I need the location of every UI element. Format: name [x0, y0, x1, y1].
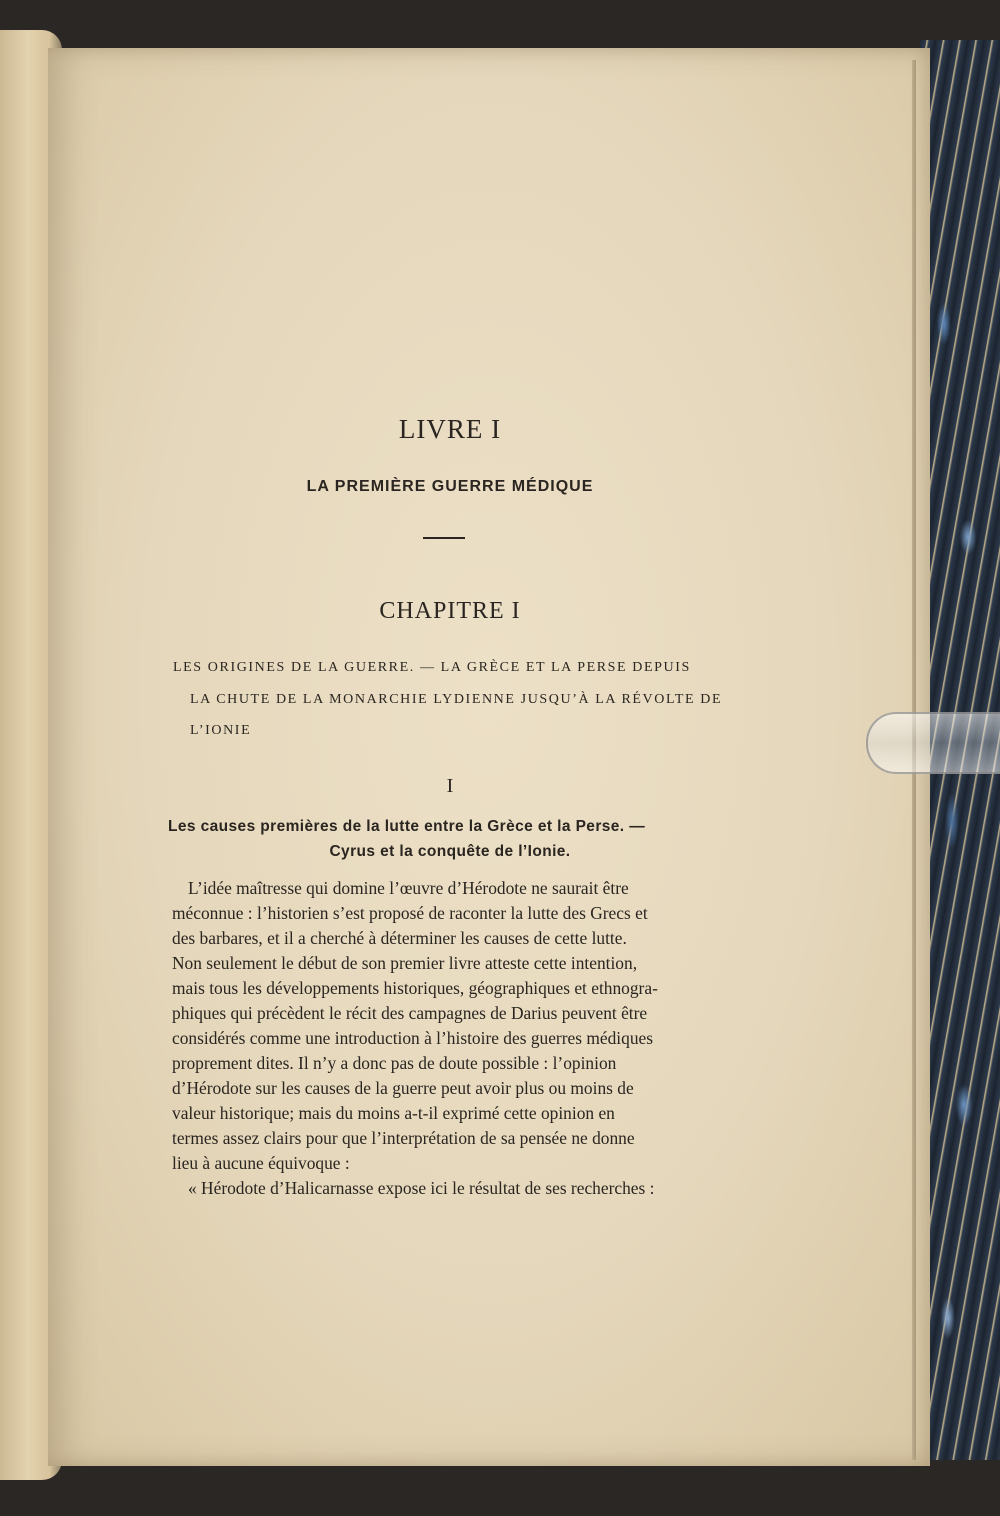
- section-number: I: [446, 775, 454, 797]
- chapter-subtitle-line-3: L’IONIE: [190, 723, 252, 738]
- title-rule: [423, 537, 465, 539]
- body-line-7: considérés comme une introduction à l’histoire des guerres médiques: [172, 1028, 654, 1048]
- body-line-12: lieu à aucune équivoque :: [172, 1153, 350, 1173]
- section-heading-line-2: Cyrus et la conquête de l’Ionie.: [329, 843, 571, 860]
- section-heading-line-1: Les causes premières de la lutte entre la Grèce et la Perse. —: [168, 818, 646, 835]
- body-line-9: d’Hérodote sur les causes de la guerre peut avoir plus ou moins de: [172, 1078, 634, 1098]
- body-line-6: phiques qui précèdent le récit des campagnes de Darius peuvent être: [172, 1003, 648, 1023]
- body-line-5: mais tous les développements historiques, géographiques et ethnogra-: [172, 978, 658, 998]
- body-line-8: proprement dites. Il n’y a donc pas de doute possible : l’opinion: [172, 1053, 617, 1073]
- body-line-10: valeur historique; mais du moins a-t-il exprimé cette opinion en: [172, 1103, 615, 1123]
- livre-title: LIVRE I: [398, 414, 502, 444]
- chapter-subtitle-line-2: LA CHUTE DE LA MONARCHIE LYDIENNE JUSQU’À LA RÉVOLTE DE: [190, 692, 723, 707]
- body-line-2: méconnue : l’historien s’est proposé de raconter la lutte des Grecs et: [172, 903, 648, 923]
- chapter-title: CHAPITRE I: [379, 598, 521, 624]
- part-title: LA PREMIÈRE GUERRE MÉDIQUE: [306, 478, 594, 495]
- body-line-4: Non seulement le début de son premier livre atteste cette intention,: [172, 953, 638, 973]
- body-line-11: termes assez clairs pour que l’interprétation de sa pensée ne donne: [172, 1128, 635, 1148]
- book-page: [48, 48, 930, 1466]
- chapter-subtitle-line-1: LES ORIGINES DE LA GUERRE. — LA GRÈCE ET LA PERSE DEPUIS: [173, 660, 691, 675]
- page-marker-clip: [866, 712, 1000, 774]
- body-line-1: L’idée maîtresse qui domine l’œuvre d’Hérodote ne saurait être: [188, 878, 629, 898]
- body-line-3: des barbares, et il a cherché à déterminer les causes de cette lutte.: [172, 928, 627, 948]
- body-line-13: « Hérodote d’Halicarnasse expose ici le résultat de ses recherches :: [188, 1178, 655, 1198]
